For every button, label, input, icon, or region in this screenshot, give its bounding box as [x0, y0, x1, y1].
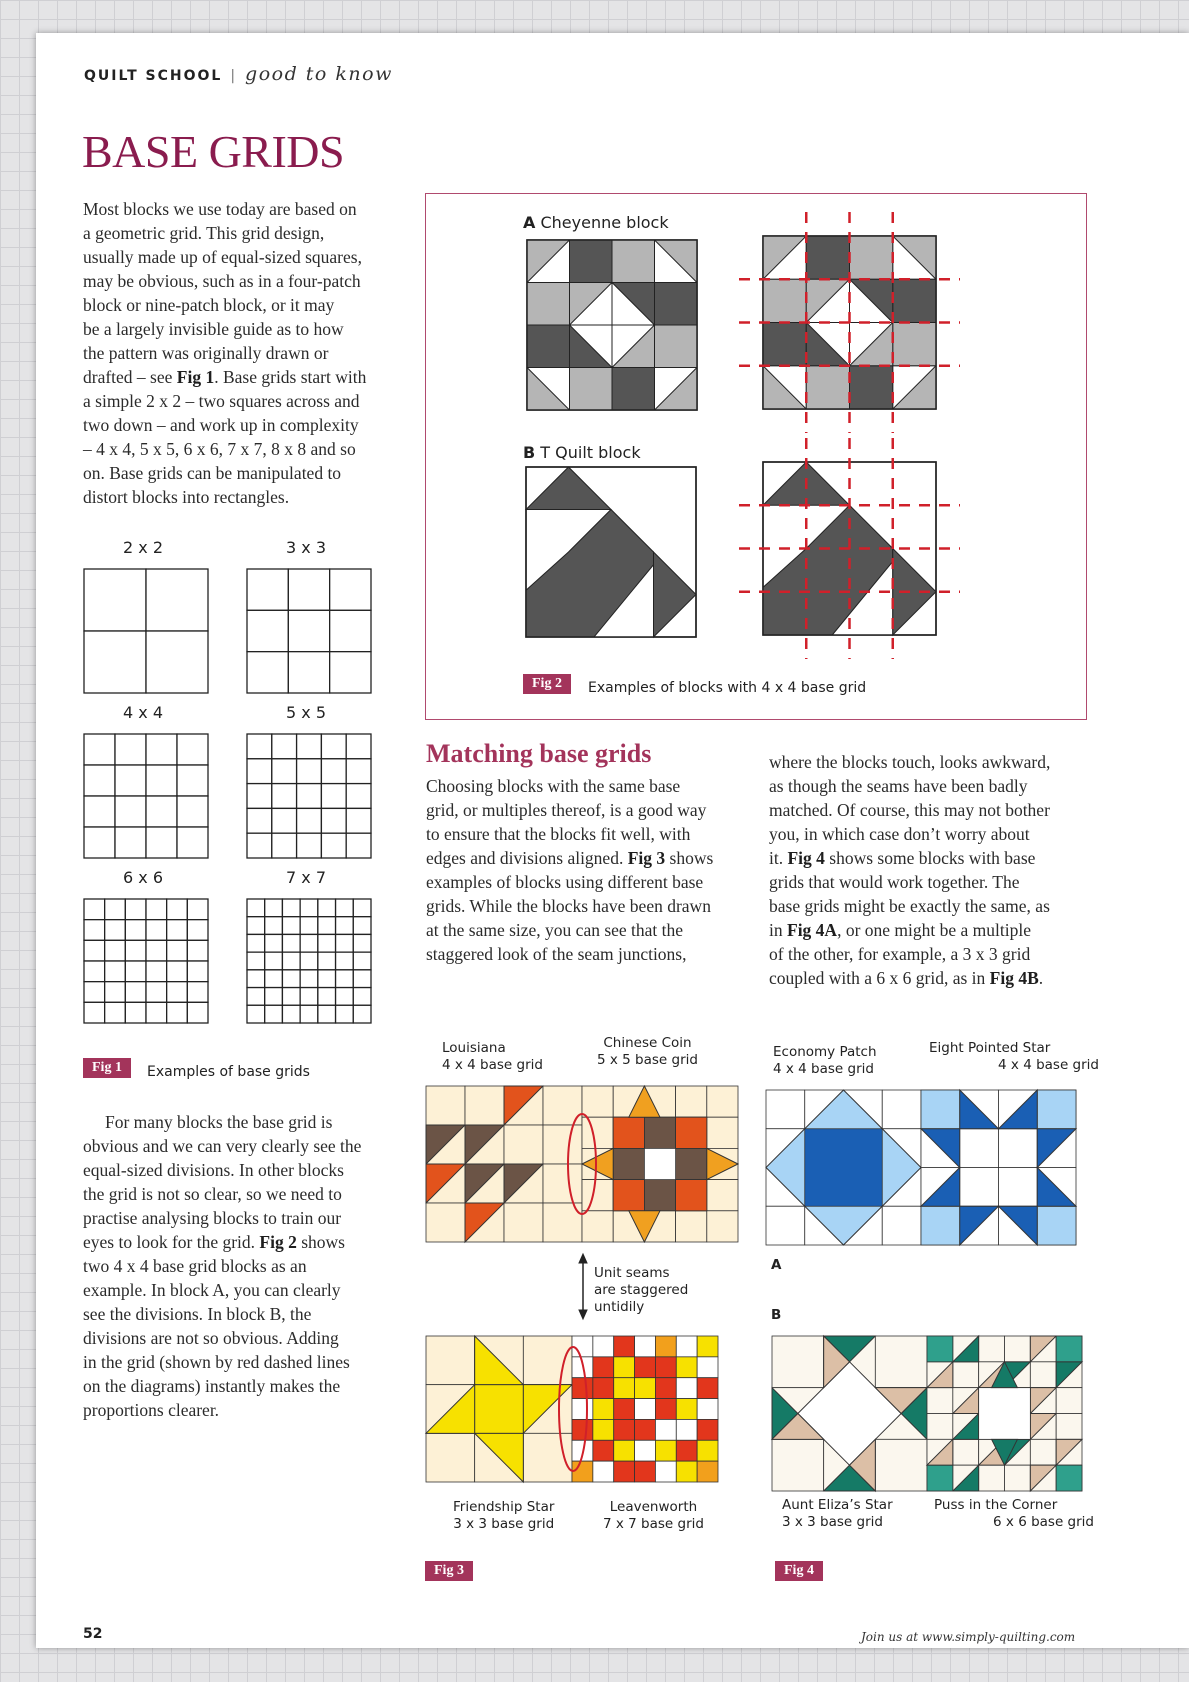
footer-website: Join us at www.simply-quilting.com — [861, 1630, 1076, 1644]
text-line: eyes to look for the grid. Fig 2 shows — [83, 1232, 345, 1252]
louisiana-grid: 4 x 4 base grid — [442, 1057, 543, 1073]
text-line: usually made up of equal-sized squares, — [83, 247, 362, 267]
text-line: may be obvious, such as in a four-patch — [83, 271, 361, 291]
text-line: block or nine-patch block, or it may — [83, 295, 335, 315]
cheyenne-block — [527, 240, 697, 410]
chinese-coin-label — [597, 1035, 698, 1069]
fig2-caption: Examples of blocks with 4 x 4 base grid — [588, 680, 867, 696]
text-line: distort blocks into rectangles. — [83, 487, 290, 507]
puss-corner-label — [934, 1497, 1094, 1531]
leavenworth-name: Leavenworth — [609, 1499, 698, 1515]
text-line: edges and divisions aligned. Fig 3 shows — [426, 848, 714, 868]
economy-patch-grid: 4 x 4 base grid — [773, 1061, 874, 1077]
eight-pointed-star-grid: 4 x 4 base grid — [998, 1057, 1099, 1073]
page-title: BASE GRIDS — [82, 126, 345, 177]
note-line-1: Unit seams — [594, 1265, 670, 1281]
aunt-eliza-name: Aunt Eliza’s Star — [782, 1497, 893, 1513]
text-line: obvious and we can very clearly see the — [83, 1136, 362, 1156]
text-line: it. Fig 4 shows some blocks with base — [769, 848, 1036, 868]
text-line: two 4 x 4 base grid blocks as an — [83, 1256, 307, 1276]
louisiana-name: Louisiana — [442, 1040, 506, 1056]
block-b-letter: B — [523, 443, 536, 462]
aunt-eliza-label — [782, 1497, 893, 1531]
cheyenne-block-with-grid — [739, 212, 960, 433]
fig3-blocks — [426, 1086, 738, 1482]
text-line: Most blocks we use today are based on — [83, 199, 357, 219]
economy-patch-name: Economy Patch — [773, 1044, 877, 1060]
text-line: see the divisions. In block B, the — [83, 1304, 312, 1324]
friendship-star-grid: 3 x 3 base grid — [453, 1516, 555, 1532]
page-number: 52 — [83, 1626, 103, 1642]
text-line: grids that would work together. The — [769, 872, 1020, 892]
text-line: the grid is not so clear, so we need to — [83, 1184, 342, 1204]
note-line-3: untidily — [594, 1299, 645, 1315]
friendship-star-name: Friendship Star — [453, 1499, 555, 1515]
puss-corner-grid: 6 x 6 base grid — [993, 1514, 1094, 1530]
eight-pointed-star-name: Eight Pointed Star — [929, 1040, 1051, 1056]
grid-label-7x7: 7 x 7 — [286, 868, 326, 887]
block-a-letter: A — [523, 213, 536, 232]
text-line: to ensure that the blocks fit well, with — [426, 824, 691, 844]
text-line: grids. While the blocks have been drawn — [426, 896, 711, 916]
text-line: examples of blocks using different base — [426, 872, 704, 892]
section-heading: Matching base grids — [426, 739, 652, 768]
block-a-name: Cheyenne block — [540, 213, 669, 232]
text-line: be a largely invisible guide as to how — [83, 319, 344, 339]
text-line: drafted – see Fig 1. Base grids start with — [83, 367, 367, 387]
matching-column-1 — [426, 774, 746, 966]
text-line: Choosing blocks with the same base — [426, 776, 681, 796]
chinese-coin-grid: 5 x 5 base grid — [597, 1052, 698, 1068]
grid-label-4x4: 4 x 4 — [123, 703, 163, 722]
t-quilt-block — [526, 467, 696, 637]
fig4-label-b: B — [771, 1307, 782, 1323]
text-line: example. In block A, you can clearly — [83, 1280, 341, 1300]
leavenworth-label — [603, 1499, 704, 1533]
note-line-2: are staggered — [594, 1282, 689, 1298]
friendship-star-label — [453, 1499, 554, 1533]
fig4-blocks — [766, 1090, 1082, 1491]
text-line: grid, or multiples thereof, is a good way — [426, 800, 707, 820]
text-line: where the blocks touch, looks awkward, — [769, 752, 1051, 772]
grid-label-5x5: 5 x 5 — [286, 703, 326, 722]
text-line: the pattern was originally drawn or — [83, 343, 329, 363]
louisiana-label — [442, 1040, 543, 1074]
text-line: a geometric grid. This grid design, — [83, 223, 325, 243]
puss-corner-name: Puss in the Corner — [934, 1497, 1058, 1513]
text-line: on. Base grids can be manipulated to — [83, 463, 342, 483]
fig1-tag: Fig 1 — [83, 1058, 131, 1078]
text-line: of the other, for example, a 3 x 3 grid — [769, 944, 1031, 964]
eight-pointed-star-label — [929, 1040, 1099, 1074]
staggered-note — [594, 1265, 688, 1316]
grid-label-6x6: 6 x 6 — [123, 868, 163, 887]
fig3-tag: Fig 3 — [425, 1561, 473, 1581]
text-line: as though the seams have been badly — [769, 776, 1028, 796]
leavenworth-grid: 7 x 7 base grid — [603, 1516, 704, 1532]
text-line: practise analysing blocks to train our — [83, 1208, 342, 1228]
text-line: on the diagrams) instantly makes the — [83, 1376, 341, 1396]
text-line: two down – and work up in complexity — [83, 415, 359, 435]
text-line: divisions are not so obvious. Adding — [83, 1328, 339, 1348]
fig2-tag: Fig 2 — [523, 674, 571, 694]
text-line: staggered look of the seam junctions, — [426, 944, 687, 964]
magazine-page — [36, 33, 1189, 1648]
fig4-label-a: A — [771, 1257, 782, 1273]
block-b-name: T Quilt block — [540, 443, 641, 462]
header-separator: | — [230, 68, 238, 84]
header-subtitle: good to know — [245, 63, 393, 85]
text-line: coupled with a 6 x 6 grid, as in Fig 4B. — [769, 968, 1044, 988]
text-line: For many blocks the base grid is — [105, 1112, 333, 1132]
economy-patch-label — [773, 1044, 877, 1078]
text-line: matched. Of course, this may not bother — [769, 800, 1050, 820]
text-line: in Fig 4A, or one might be a multiple — [769, 920, 1031, 940]
grid-label-3x3: 3 x 3 — [286, 538, 326, 557]
matching-column-2 — [769, 750, 1089, 990]
text-line: in the grid (shown by red dashed lines — [83, 1352, 350, 1372]
chinese-coin-name: Chinese Coin — [603, 1035, 692, 1051]
aunt-eliza-grid: 3 x 3 base grid — [782, 1514, 883, 1530]
text-line: – 4 x 4, 5 x 5, 6 x 6, 7 x 7, 8 x 8 and so — [83, 439, 356, 459]
text-line: a simple 2 x 2 – two squares across and — [83, 391, 360, 411]
fig4-tag: Fig 4 — [775, 1561, 823, 1581]
section-name: QUILT SCHOOL — [84, 68, 223, 84]
fig1-caption: Examples of base grids — [147, 1064, 310, 1080]
text-line: at the same size, you can see that the — [426, 920, 684, 940]
t-quilt-block-with-grid — [739, 438, 960, 659]
text-line: you, in which case don’t worry about — [769, 824, 1030, 844]
grid-label-2x2: 2 x 2 — [123, 538, 163, 557]
text-line: equal-sized divisions. In other blocks — [83, 1160, 344, 1180]
text-line: proportions clearer. — [83, 1400, 220, 1420]
text-line: base grids might be exactly the same, as — [769, 896, 1050, 916]
